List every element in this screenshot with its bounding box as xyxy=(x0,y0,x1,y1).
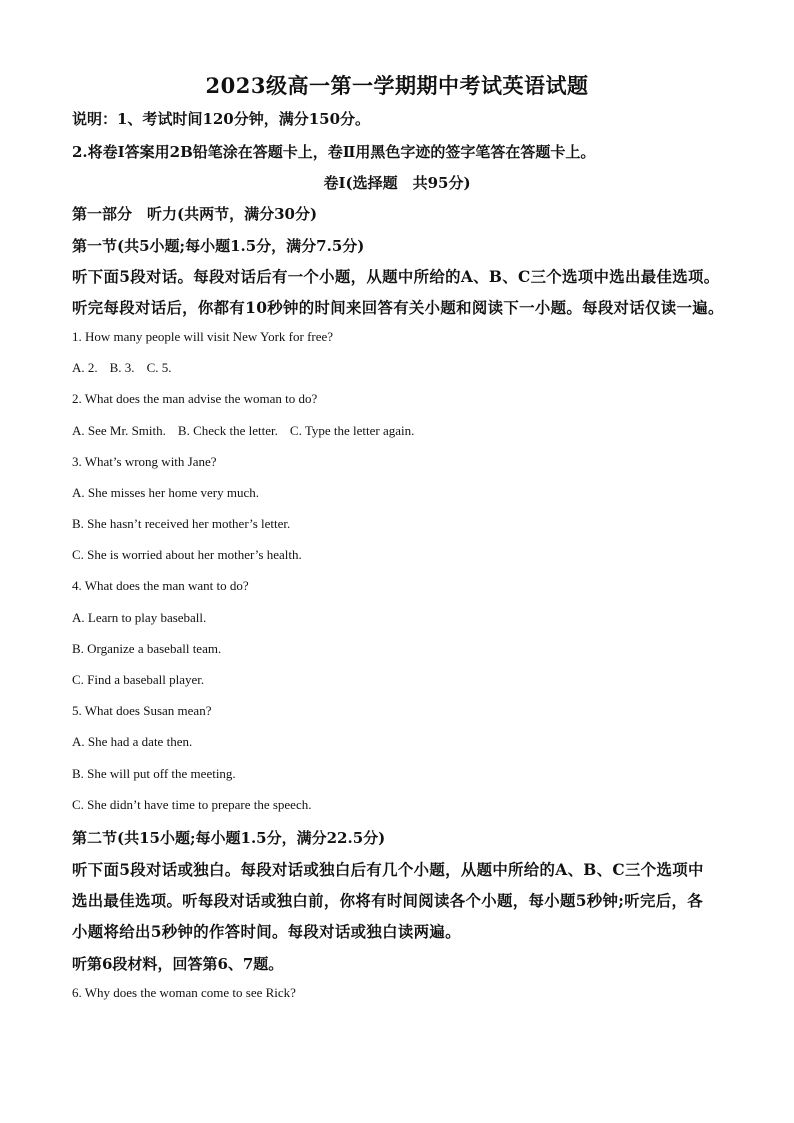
question-stem: 6. Why does the woman come to see Rick? xyxy=(72,985,296,1000)
option-b: B. She will put off the meeting. xyxy=(72,766,236,781)
volume-heading: 卷Ⅰ(选择题 共95分) xyxy=(323,174,471,192)
note-line-1: 说明：1、考试时间120分钟，满分150分。 xyxy=(72,110,371,128)
question-stem: 3. What’s wrong with Jane? xyxy=(72,454,217,469)
option-b: B. Check the letter. xyxy=(177,423,278,438)
option-c: C. 5. xyxy=(146,360,172,375)
question-stem: 2. What does the man advise the woman to do? xyxy=(72,391,318,406)
question-stem: 5. What does Susan mean? xyxy=(72,703,212,718)
page-title: 2023级高一第一学期期中考试英语试题 xyxy=(205,73,589,98)
option-a: A. 2. xyxy=(72,360,98,375)
option-b: B. She hasn’t received her mother’s letter. xyxy=(72,516,291,531)
option-a: A. She had a date then. xyxy=(72,734,193,749)
section2-instruction-3: 小题将给出5秒钟的作答时间。每段对话或独白读两遍。 xyxy=(72,923,461,941)
section2-heading: 第二节(共15小题;每小题1.5分，满分22.5分) xyxy=(72,829,386,847)
option-a: A. Learn to play baseball. xyxy=(72,610,207,625)
option-b: B. Organize a baseball team. xyxy=(72,641,222,656)
question-stem: 1. How many people will visit New York for free? xyxy=(72,329,334,344)
section1-heading: 第一节(共5小题;每小题1.5分，满分7.5分) xyxy=(72,237,365,255)
option-a: A. See Mr. Smith. xyxy=(72,423,166,438)
part1-heading: 第一部分 听力(共两节，满分30分) xyxy=(72,205,318,223)
option-c: C. Type the letter again. xyxy=(289,423,415,438)
question-stem: 4. What does the man want to do? xyxy=(72,578,249,593)
option-c: C. She didn’t have time to prepare the speech. xyxy=(72,797,312,812)
question-options-row xyxy=(72,423,426,439)
question-options-row xyxy=(72,360,183,376)
section1-instruction-1: 听下面5段对话。每段对话后有一个小题，从题中所给的A、B、C三个选项中选出最佳选项。 xyxy=(72,268,720,286)
option-a: A. She misses her home very much. xyxy=(72,485,260,500)
option-c: C. She is worried about her mother’s health. xyxy=(72,547,302,562)
section1-instruction-2: 听完每段对话后，你都有10秒钟的时间来回答有关小题和阅读下一小题。每段对话仅读一遍。 xyxy=(72,299,724,317)
note-line-2: 2.将卷Ⅰ答案用2B铅笔涂在答题卡上，卷Ⅱ用黑色字迹的签字笔答在答题卡上。 xyxy=(72,143,596,161)
material-6-heading: 听第6段材料，回答第6、7题。 xyxy=(72,955,284,973)
section2-instruction-2: 选出最佳选项。听每段对话或独白前，你将有时间阅读各个小题，每小题5秒钟;听完后，各 xyxy=(72,892,703,910)
section2-instruction-1: 听下面5段对话或独白。每段对话或独白后有几个小题，从题中所给的A、B、C三个选项中 xyxy=(72,861,704,879)
option-c: C. Find a baseball player. xyxy=(72,672,205,687)
option-b: B. 3. xyxy=(109,360,135,375)
